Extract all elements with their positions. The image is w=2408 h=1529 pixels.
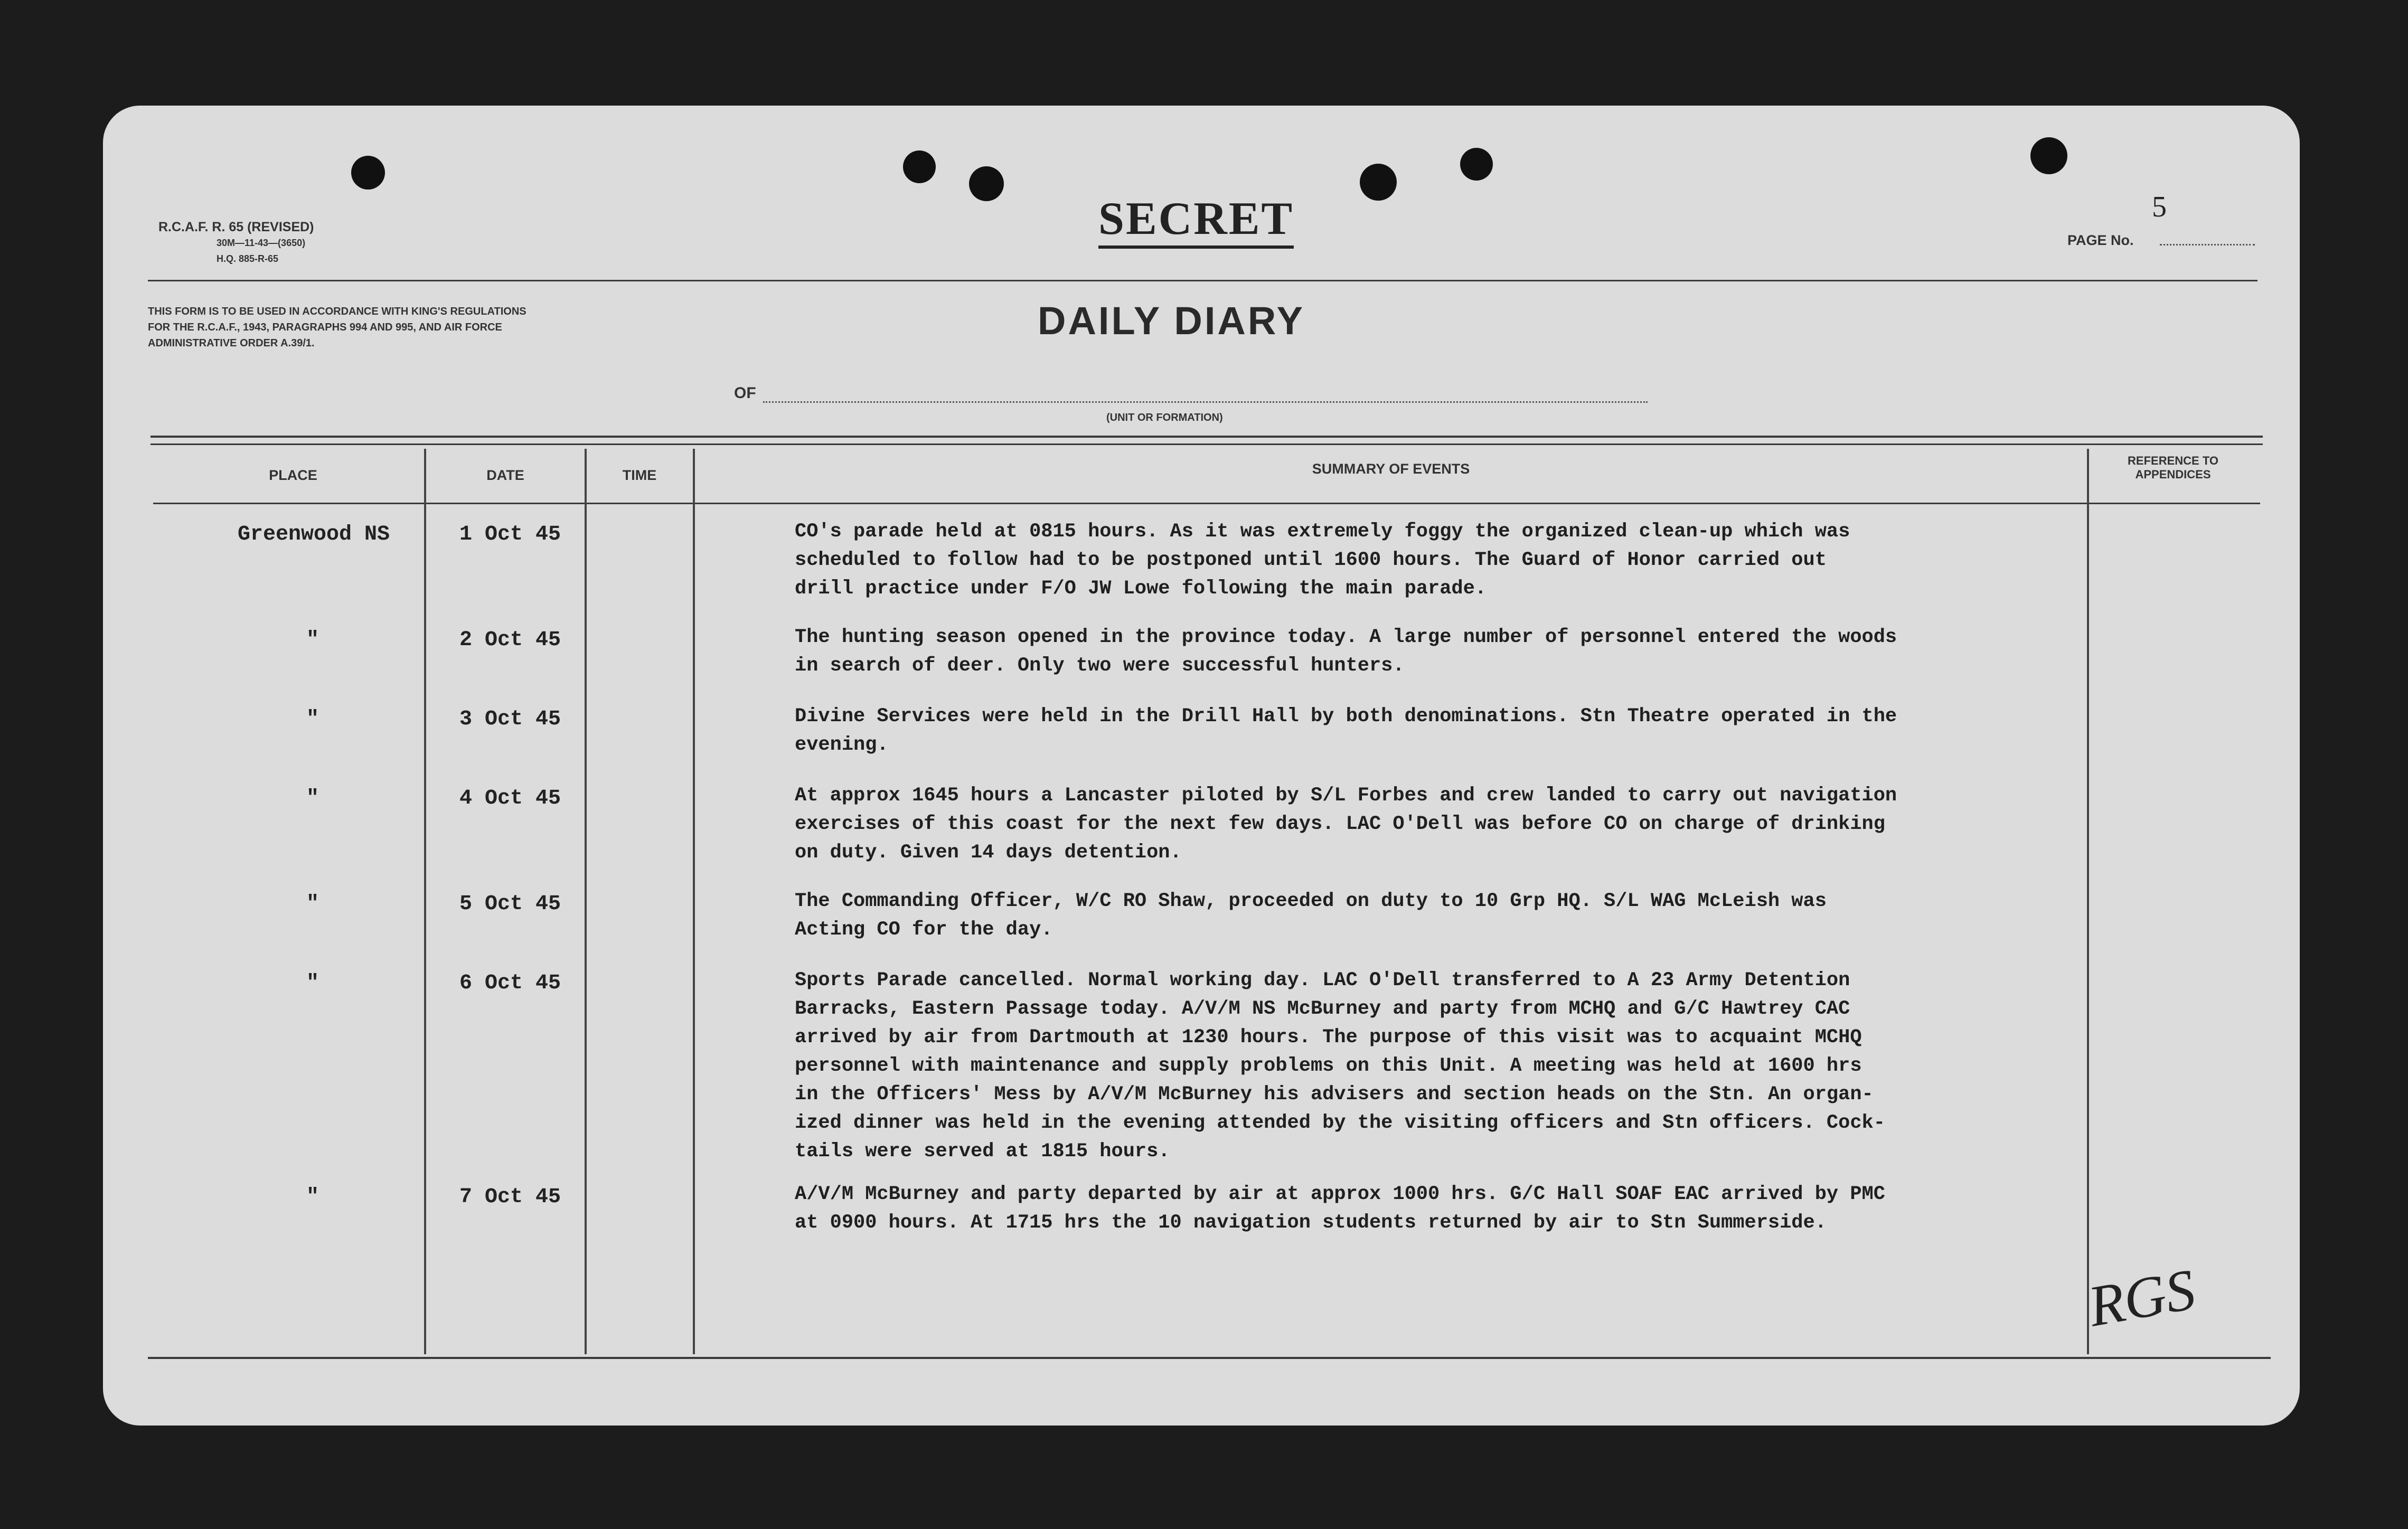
form-identification xyxy=(158,219,314,267)
column-divider xyxy=(693,449,695,1354)
hq-reference: H.Q. 885-R-65 xyxy=(217,253,279,264)
column-divider xyxy=(2087,449,2089,1354)
column-header-time: TIME xyxy=(622,467,657,483)
summary-cell: A/V/M McBurney and party departed by air at approx 1000 hrs. G/C Hall SOAF EAC arrived by PMC at 0900 hours. At 1715 hrs the 10 navigation students returned by air to Stn Summerside. xyxy=(795,1183,1885,1234)
unit-line xyxy=(763,401,1648,403)
punch-hole xyxy=(969,166,1004,201)
column-divider xyxy=(424,449,426,1354)
date-cell: 6 Oct 45 xyxy=(459,971,561,995)
place-cell: " xyxy=(306,628,319,652)
summary-cell: At approx 1645 hours a Lancaster piloted by S/L Forbes and crew landed to carry out navigation exercises of this coast for the next few days. LAC O'Dell was before CO on charge of drinking on duty. Given 14 days detention. xyxy=(795,785,1897,864)
unit-label: OF xyxy=(734,384,756,402)
form-number: R.C.A.F. R. 65 (REVISED) xyxy=(158,220,314,234)
punch-hole xyxy=(351,156,385,190)
page-number: 5 xyxy=(2152,191,2167,223)
table-top-rule xyxy=(150,443,2263,445)
summary-cell: Sports Parade cancelled. Normal working day. LAC O'Dell transferred to A 23 Army Detention Barracks, Eastern Passage today. A/V/M NS McBurney and party from MCHQ and G/C Hawtrey CAC arrived by air from Dartmouth at 1230 hours. The purpose of this visit was to acquaint MCHQ personnel with maintenance and supply problems on this Unit. A meeting was held at 1600 hrs in the Officers' Mess by A/V/M McBurney his advisers and section heads on the Stn. An organ- ized dinner was held in the evening attended by the visiting officers and Stn officers. Cock- tails were served at 1815 hours. xyxy=(795,969,1885,1163)
table-bottom-rule xyxy=(148,1357,2271,1359)
page-number-line xyxy=(2160,244,2255,246)
column-header-reference: REFERENCE TO APPENDICES xyxy=(2128,454,2218,481)
date-cell: 1 Oct 45 xyxy=(459,523,561,546)
place-cell: " xyxy=(306,892,319,916)
page-number-label: PAGE No. xyxy=(2067,232,2134,248)
summary-cell: CO's parade held at 0815 hours. As it was extremely foggy the organized clean-up which was scheduled to follow had to be postponed until 1600 hours. The Guard of Honor carried out drill practice under F/O JW Lowe following the main parade. xyxy=(795,521,1850,600)
date-cell: 7 Oct 45 xyxy=(459,1185,561,1209)
summary-cell: Divine Services were held in the Drill Hall by both denominations. Stn Theatre operated in the evening. xyxy=(795,705,1897,756)
header-rule xyxy=(148,280,2258,281)
punch-hole xyxy=(903,150,936,183)
column-header-rule xyxy=(153,503,2260,504)
date-cell: 4 Oct 45 xyxy=(459,787,561,810)
place-cell: " xyxy=(306,707,319,731)
place-cell: " xyxy=(306,1185,319,1209)
summary-cell: The hunting season opened in the province today. A large number of personnel entered the woods in search of deer. Only two were successful hunters. xyxy=(795,626,1897,677)
column-header-summary: SUMMARY OF EVENTS xyxy=(1312,461,1470,477)
place-cell: " xyxy=(306,787,319,810)
column-divider xyxy=(585,449,587,1354)
security-classification: SECRET xyxy=(1098,193,1294,249)
print-code: 30M—11-43—(3650) xyxy=(217,238,306,248)
summary-cell: The Commanding Officer, W/C RO Shaw, proceeded on duty to 10 Grp HQ. S/L WAG McLeish was Acting CO for the day. xyxy=(795,890,1827,941)
punch-hole xyxy=(1460,148,1493,181)
date-cell: 3 Oct 45 xyxy=(459,707,561,731)
table-top-rule xyxy=(150,436,2263,438)
handwritten-initials: RGS xyxy=(2083,1257,2200,1339)
place-cell: Greenwood NS xyxy=(238,523,390,546)
punch-hole xyxy=(1360,164,1397,201)
column-header-date: DATE xyxy=(486,467,524,483)
form-instructions: THIS FORM IS TO BE USED IN ACCORDANCE WITH KING'S REGULATIONS FOR THE R.C.A.F., 1943, PARAGRAPHS 994 AND 995, AND AIR FORCE ADMINISTRATIVE ORDER A.39/1. xyxy=(148,306,526,349)
column-header-place: PLACE xyxy=(269,467,317,483)
form-heading: DAILY DIARY xyxy=(1038,299,1305,343)
date-cell: 5 Oct 45 xyxy=(459,892,561,916)
place-cell: " xyxy=(306,971,319,995)
date-cell: 2 Oct 45 xyxy=(459,628,561,652)
punch-hole xyxy=(2030,137,2067,174)
diary-form-page xyxy=(103,106,2300,1426)
unit-caption: (UNIT OR FORMATION) xyxy=(1106,412,1223,423)
